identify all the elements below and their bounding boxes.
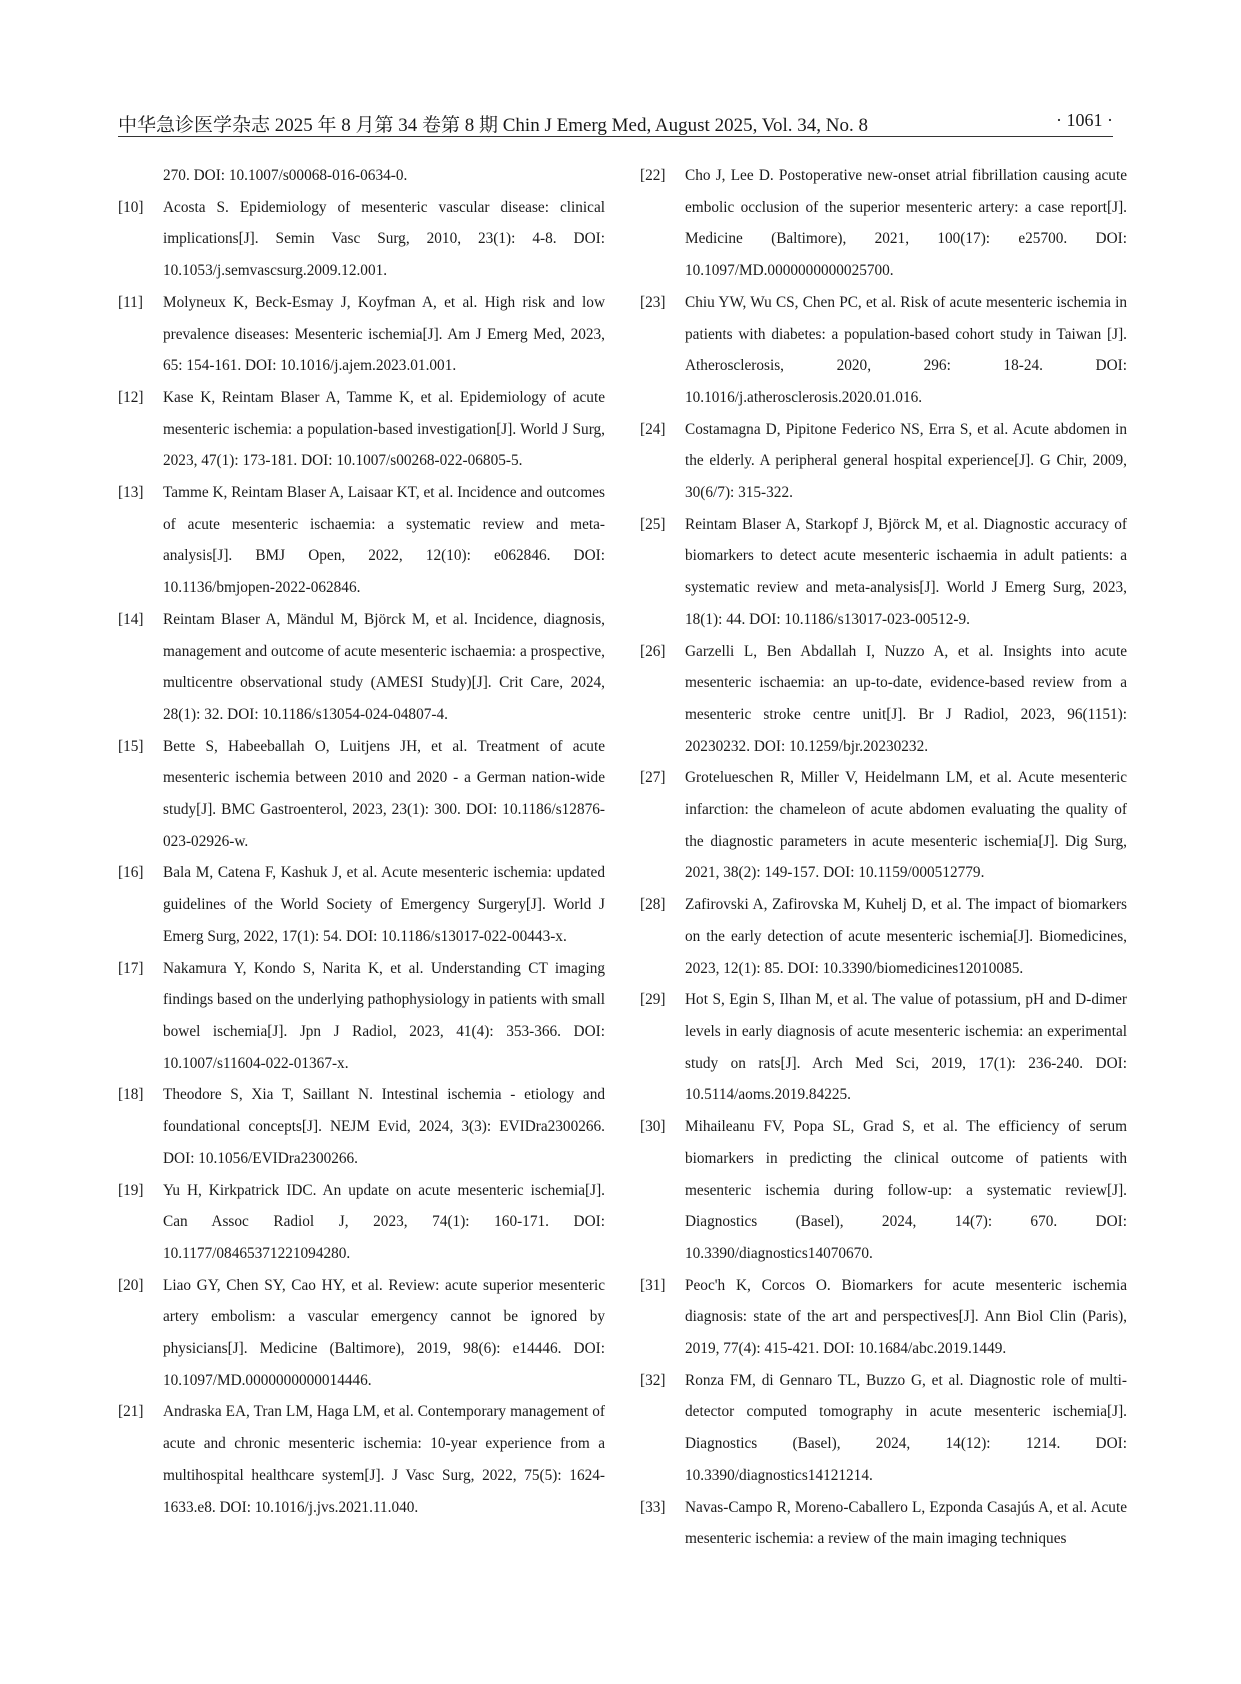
reference-number: [10] bbox=[118, 198, 144, 216]
reference-number: [22] bbox=[640, 167, 666, 184]
reference-number: [30] bbox=[640, 1118, 666, 1136]
reference-number: [29] bbox=[640, 991, 666, 1009]
reference-item bbox=[640, 160, 1127, 287]
reference-text: Costamagna D, Pipitone Federico NS, Erra S, et al. Acute abdomen in the elderly. A peripheral general hospital experience[J]. G Chir, 2009, 30(6/7): 315-322. bbox=[685, 420, 1127, 502]
reference-item bbox=[640, 1492, 1127, 1555]
reference-text: Liao GY, Chen SY, Cao HY, et al. Review: acute superior mesenteric artery embolism: a vascular emergency cannot be ignored by physicians[J]. Medicine (Baltimore), 2019, 98(6): e14446. DOI: 10.1097/MD.0000000000014446. bbox=[163, 1276, 605, 1389]
reference-number: [13] bbox=[118, 484, 144, 502]
reference-text: Nakamura Y, Kondo S, Narita K, et al. Understanding CT imaging findings based on the underlying pathophysiology in patients with small bowel ischemia[J]. Jpn J Radiol, 2023, 41(4): 353-366. DOI: 10.1007/s11604-022-01367-x. bbox=[163, 959, 605, 1072]
reference-text: Cho J, Lee D. Postoperative new-onset atrial fibrillation causing acute embolic occlusion of the superior mesenteric artery: a case report[J]. Medicine (Baltimore), 2021, 100(17): e25700. DOI: 10.1097/MD.0000000000025700. bbox=[685, 167, 1127, 280]
reference-text: Tamme K, Reintam Blaser A, Laisaar KT, et al. Incidence and outcomes of acute mesenteric ischaemia: a systematic review and meta-analysis[J]. BMJ Open, 2022, 12(10): e062846. DOI: 10.1136/bmjopen-2022-062846. bbox=[163, 484, 605, 597]
reference-item bbox=[118, 192, 605, 287]
reference-item bbox=[640, 762, 1127, 889]
reference-item bbox=[118, 857, 605, 952]
reference-item bbox=[118, 287, 605, 382]
reference-item bbox=[640, 1111, 1127, 1270]
reference-text: Acosta S. Epidemiology of mesenteric vascular disease: clinical implications[J]. Semin Vasc Surg, 2010, 23(1): 4-8. DOI: 10.1053/j.semvascsurg.2009.12.001. bbox=[163, 198, 605, 280]
reference-text: Andraska EA, Tran LM, Haga LM, et al. Contemporary management of acute and chronic mesenteric ischemia: 10-year experience from a multihospital healthcare system[J]. J Vasc Surg, 2022, 75(5): 1624-1633.e8. DOI: 10.1016/j.jvs.2021.11.040. bbox=[163, 1403, 605, 1516]
reference-item bbox=[640, 1365, 1127, 1492]
reference-number: [33] bbox=[640, 1498, 666, 1516]
reference-number: [25] bbox=[640, 515, 666, 533]
reference-item bbox=[640, 287, 1127, 414]
reference-text: Yu H, Kirkpatrick IDC. An update on acute mesenteric ischemia[J]. Can Assoc Radiol J, 2023, 74(1): 160-171. DOI: 10.1177/08465371221094280. bbox=[163, 1181, 605, 1262]
reference-item bbox=[640, 636, 1127, 763]
reference-text: Mihaileanu FV, Popa SL, Grad S, et al. The efficiency of serum biomarkers in predicting the clinical outcome of patients with mesenteric ischemia during follow-up: a systematic review[J]. Diagnostics (Basel), 2024, 14(7): 670. DOI: 10.3390/diagnostics14070670. bbox=[685, 1118, 1127, 1262]
reference-item bbox=[118, 953, 605, 1080]
reference-text: Chiu YW, Wu CS, Chen PC, et al. Risk of acute mesenteric ischemia in patients with diabetes: a population-based cohort study in Taiwan [J]. Atherosclerosis, 2020, 296: 18-24. DOI: 10.1016/j.atherosclerosis.2020.01.016. bbox=[685, 293, 1127, 406]
reference-text: Bette S, Habeeballah O, Luitjens JH, et al. Treatment of acute mesenteric ischemia between 2010 and 2020 - a German nation-wide study[J]. BMC Gastroenterol, 2023, 23(1): 300. DOI: 10.1186/s12876-023-02926-w. bbox=[163, 737, 605, 850]
reference-number: [31] bbox=[640, 1276, 666, 1294]
reference-item bbox=[118, 477, 605, 604]
reference-item bbox=[118, 1079, 605, 1174]
right-column bbox=[640, 160, 1127, 1555]
reference-text: Navas-Campo R, Moreno-Caballero L, Ezponda Casajús A, et al. Acute mesenteric ischemia: a review of the main imaging techniques bbox=[685, 1498, 1127, 1548]
reference-text: Bala M, Catena F, Kashuk J, et al. Acute mesenteric ischemia: updated guidelines of the World Society of Emergency Surgery[J]. World J Emerg Surg, 2022, 17(1): 54. DOI: 10.1186/s13017-022-00443-x. bbox=[163, 864, 605, 945]
left-column bbox=[118, 160, 605, 1523]
reference-number: [26] bbox=[640, 642, 666, 660]
reference-item bbox=[118, 382, 605, 477]
reference-text: Reintam Blaser A, Mändul M, Björck M, et al. Incidence, diagnosis, management and outcome of acute mesenteric ischaemia: a prospective, multicentre observational study (AMESI Study)[J]. Crit Care, 2024, 28(1): 32. DOI: 10.1186/s13054-024-04807-4. bbox=[163, 610, 605, 723]
reference-text: Molyneux K, Beck-Esmay J, Koyfman A, et al. High risk and low prevalence diseases: Mesenteric ischemia[J]. Am J Emerg Med, 2023, 65: 154-161. DOI: 10.1016/j.ajem.2023.01.001. bbox=[163, 293, 605, 375]
reference-continuation: 270. DOI: 10.1007/s00068-016-0634-0. bbox=[163, 167, 408, 184]
reference-item bbox=[640, 414, 1127, 509]
reference-text: Garzelli L, Ben Abdallah I, Nuzzo A, et al. Insights into acute mesenteric ischaemia: an up-to-date, evidence-based review from a mesenteric stroke centre unit[J]. Br J Radiol, 2023, 96(1151): 20230232. DOI: 10.1259/bjr.20230232. bbox=[685, 642, 1127, 755]
reference-number: [27] bbox=[640, 769, 666, 787]
reference-item bbox=[118, 604, 605, 731]
reference-item bbox=[640, 889, 1127, 984]
reference-text: Kase K, Reintam Blaser A, Tamme K, et al. Epidemiology of acute mesenteric ischemia: a population-based investigation[J]. World J Surg, 2023, 47(1): 173-181. DOI: 10.1007/s00268-022-06805-5. bbox=[163, 388, 605, 470]
reference-number: [16] bbox=[118, 864, 144, 882]
reference-number: [12] bbox=[118, 388, 144, 406]
reference-item bbox=[640, 509, 1127, 636]
reference-item bbox=[118, 1175, 605, 1270]
reference-number: [11] bbox=[118, 293, 143, 311]
reference-text: Ronza FM, di Gennaro TL, Buzzo G, et al. Diagnostic role of multi-detector computed tomography in acute mesenteric ischemia[J]. Diagnostics (Basel), 2024, 14(12): 1214. DOI: 10.3390/diagnostics14121214. bbox=[685, 1371, 1127, 1484]
reference-item bbox=[640, 1270, 1127, 1365]
reference-number: [14] bbox=[118, 610, 144, 628]
reference-text: Reintam Blaser A, Starkopf J, Björck M, et al. Diagnostic accuracy of biomarkers to detect acute mesenteric ischaemia in adult patients: a systematic review and meta-analysis[J]. World J Emerg Surg, 2023, 18(1): 44. DOI: 10.1186/s13017-023-00512-9. bbox=[685, 515, 1127, 628]
reference-number: [15] bbox=[118, 737, 144, 755]
reference-text: Grotelueschen R, Miller V, Heidelmann LM, et al. Acute mesenteric infarction: the chameleon of acute abdomen evaluating the quality of the diagnostic parameters in acute mesenteric ischemia[J]. Dig Surg, 2021, 38(2): 149-157. DOI: 10.1159/000512779. bbox=[685, 769, 1127, 882]
reference-item bbox=[118, 731, 605, 858]
reference-text: Zafirovski A, Zafirovska M, Kuhelj D, et al. The impact of biomarkers on the early detection of acute mesenteric ischemia[J]. Biomedicines, 2023, 12(1): 85. DOI: 10.3390/biomedicines12010085. bbox=[685, 896, 1127, 977]
reference-number: [21] bbox=[118, 1403, 144, 1421]
running-header bbox=[118, 110, 1113, 137]
reference-item bbox=[118, 1396, 605, 1523]
reference-number: [20] bbox=[118, 1276, 144, 1294]
reference-number: [24] bbox=[640, 420, 666, 438]
journal-title: 中华急诊医学杂志 2025 年 8 月第 34 卷第 8 期 Chin J Emerg Med, August 2025, Vol. 34, No. 8 bbox=[118, 115, 868, 136]
reference-item bbox=[118, 1270, 605, 1397]
reference-text: Hot S, Egin S, Ilhan M, et al. The value of potassium, pH and D-dimer levels in early diagnosis of acute mesenteric ischemia: an experimental study on rats[J]. Arch Med Sci, 2019, 17(1): 236-240. DOI: 10.5114/aoms.2019.84225. bbox=[685, 991, 1127, 1104]
reference-number: [32] bbox=[640, 1371, 666, 1389]
reference-number: [18] bbox=[118, 1086, 144, 1104]
reference-text: Peoc'h K, Corcos O. Biomarkers for acute mesenteric ischemia diagnosis: state of the art and perspectives[J]. Ann Biol Clin (Paris), 2019, 77(4): 415-421. DOI: 10.1684/abc.2019.1449. bbox=[685, 1276, 1127, 1358]
reference-text: Theodore S, Xia T, Saillant N. Intestinal ischemia - etiology and foundational concepts[J]. NEJM Evid, 2024, 3(3): EVIDra2300266. DOI: 10.1056/EVIDra2300266. bbox=[163, 1086, 605, 1167]
reference-number: [23] bbox=[640, 293, 666, 311]
page-number: · 1061 · bbox=[1056, 110, 1113, 130]
reference-number: [19] bbox=[118, 1181, 144, 1199]
reference-number: [28] bbox=[640, 896, 666, 914]
reference-item bbox=[640, 984, 1127, 1111]
reference-number: [17] bbox=[118, 959, 144, 977]
